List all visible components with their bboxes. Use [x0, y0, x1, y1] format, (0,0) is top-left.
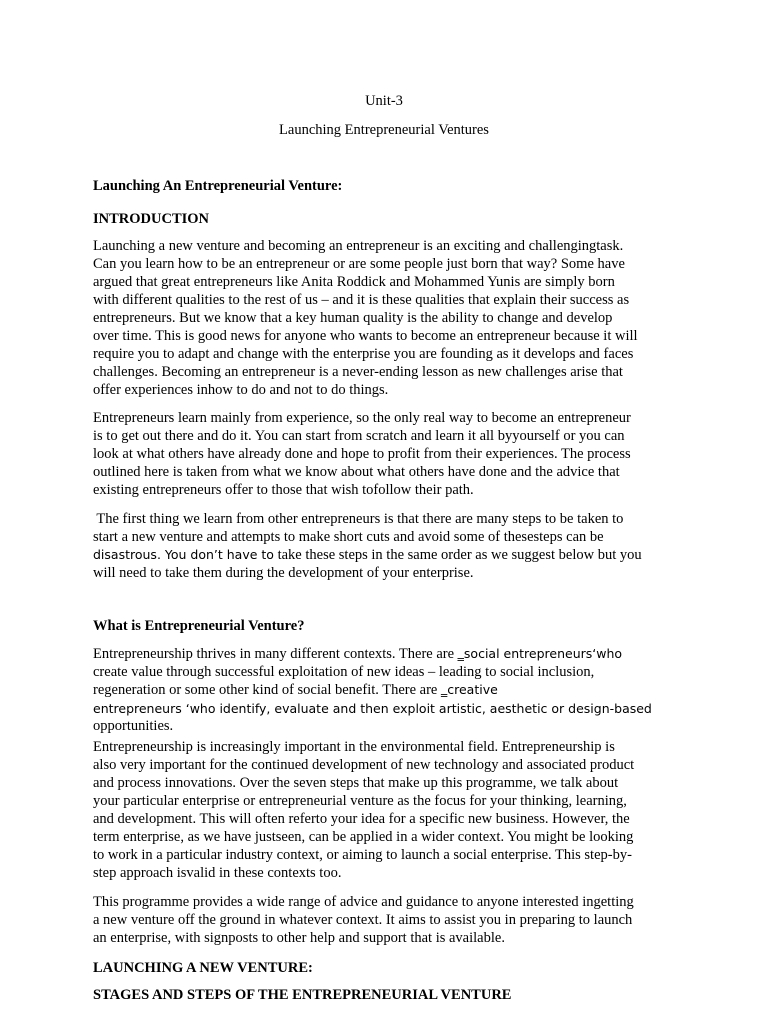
text-line: look at what others have already done and hope to profit from their experiences. The process: [93, 446, 631, 462]
text-span: Entrepreneurship thrives in many different contexts. There are: [93, 646, 458, 662]
text-line: offer experiences inhow to do and not to do things.: [93, 382, 389, 398]
text-line: existing entrepreneurs offer to those that wish tofollow their path.: [93, 482, 474, 498]
text-line: This programme provides a wide range of advice and guidance to anyone interested ingetting: [93, 894, 634, 910]
text-line: your particular enterprise or entrepreneurial venture as the focus for your thinking, learning,: [93, 793, 627, 809]
text-span-sans: disastrous. You don’t have to: [93, 547, 274, 562]
text-line: term enterprise, as we have justseen, can be applied in a wider context. You might be looking: [93, 829, 634, 845]
text-line: with different qualities to the rest of us – and it is these qualities that explain their success as: [93, 292, 630, 308]
text-line: outlined here is taken from what we know about what others have done and the advice that: [93, 464, 620, 480]
text-line: create value through successful exploitation of new ideas – leading to social inclusion,: [93, 664, 595, 680]
unit-label: Unit-3: [365, 93, 403, 109]
text-span: take these steps in the same order as we suggest below but you: [273, 547, 642, 563]
text-line: start a new venture and attempts to make short cuts and avoid some of thesesteps can be: [93, 529, 604, 545]
text-line: to work in a particular industry context, or aiming to launch a social enterprise. This step-by-: [93, 847, 632, 863]
section-heading-launching: Launching An Entrepreneurial Venture:: [93, 178, 343, 194]
section-subheading-introduction: INTRODUCTION: [93, 211, 210, 227]
text-line: over time. This is good news for anyone who wants to become an entrepreneur because it will: [93, 328, 638, 344]
text-line-sans: entrepreneurs ‘who identify, evaluate and then exploit artistic, aesthetic or design-based: [93, 701, 652, 716]
text-line: also very important for the continued development of new technology and associated product: [93, 757, 635, 773]
text-line: step approach isvalid in these contexts too.: [93, 865, 342, 881]
text-line: opportunities.: [93, 718, 174, 734]
text-line-mixed: [93, 645, 622, 663]
document-title: Launching Entrepreneurial Ventures: [279, 122, 489, 138]
text-line: require you to adapt and change with the enterprise you are founding as it develops and faces: [93, 346, 634, 362]
text-line-mixed: [93, 681, 498, 699]
text-line: will need to take them during the development of your enterprise.: [93, 565, 474, 581]
text-line: challenges. Becoming an entrepreneur is a never-ending lesson as new challenges arise that: [93, 364, 623, 380]
text-line: an enterprise, with signposts to other help and support that is available.: [93, 930, 505, 946]
text-line: Entrepreneurship is increasingly important in the environmental field. Entrepreneurship is: [93, 739, 615, 755]
section-heading-launching-new: LAUNCHING A NEW VENTURE:: [93, 960, 313, 976]
section-heading-stages: STAGES AND STEPS OF THE ENTREPRENEURIAL VENTURE: [93, 987, 512, 1003]
text-line: Entrepreneurs learn mainly from experience, so the only real way to become an entrepreneur: [93, 410, 631, 426]
text-span-sans: ‗social entrepreneurs‘who: [457, 646, 623, 661]
text-line: Can you learn how to be an entrepreneur or are some people just born that way? Some have: [93, 256, 625, 272]
text-line: and process innovations. Over the seven steps that make up this programme, we talk about: [93, 775, 619, 791]
text-line: entrepreneurs. But we know that a key human quality is the ability to change and develop: [93, 310, 613, 326]
text-line: argued that great entrepreneurs like Anita Roddick and Mohammed Yunis are simply born: [93, 274, 615, 290]
section-heading-what-is: What is Entrepreneurial Venture?: [93, 618, 305, 634]
text-span: regeneration or some other kind of social benefit. There are: [93, 682, 441, 698]
text-line: is to get out there and do it. You can start from scratch and learn it all byyourself or you can: [93, 428, 625, 444]
text-line: The first thing we learn from other entrepreneurs is that there are many steps to be taken to: [93, 511, 624, 527]
text-line: Launching a new venture and becoming an entrepreneur is an exciting and challengingtask.: [93, 238, 624, 254]
text-line: a new venture off the ground in whatever context. It aims to assist you in preparing to launch: [93, 912, 633, 928]
text-line-mixed: [93, 546, 642, 564]
text-line: and development. This will often referto your idea for a specific new business. However, the: [93, 811, 630, 827]
text-span-sans: ‗creative: [441, 682, 498, 697]
